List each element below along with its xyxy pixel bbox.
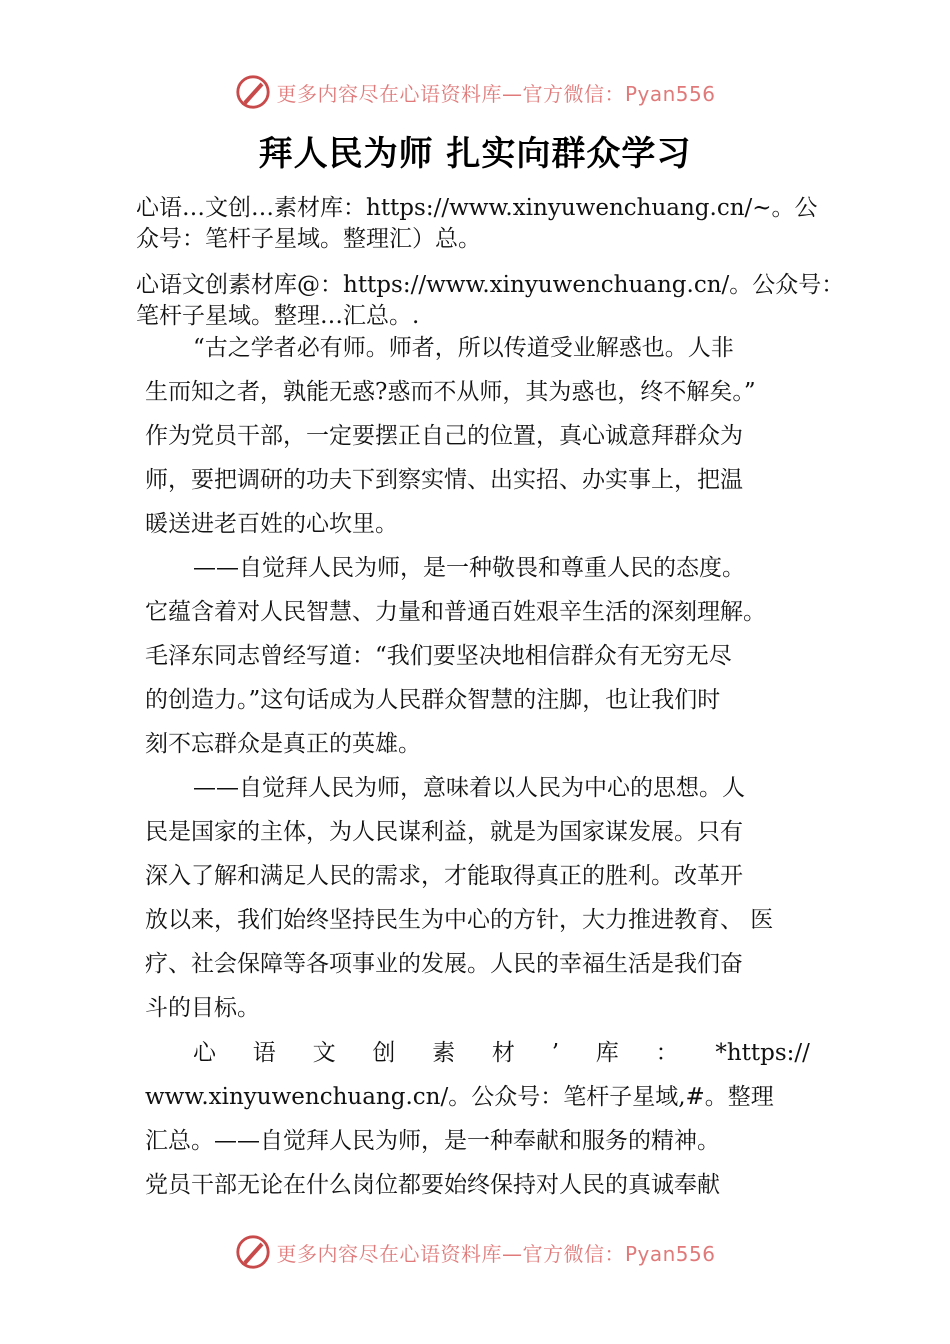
body-line: 斗的目标。 (145, 995, 260, 1021)
body-line: 汇总。——自觉拜人民为师，是一种奉献和服务的精神。 (145, 1128, 720, 1154)
spread-char: 素 (432, 1040, 456, 1066)
body-line: “古之学者必有师。师者，所以传道受业解惑也。人非 (193, 335, 734, 361)
body-line: 生而知之者，孰能无惑?惑而不从师，其为惑也，终不解矣。” (145, 379, 756, 405)
meta-line: 众号：笔杆子星域。整理汇）总。 (136, 226, 481, 252)
body-line: 党员干部无论在什么岗位都要始终保持对人民的真诚奉献 (145, 1172, 720, 1198)
body-line: 的创造力。”这句话成为人民群众智慧的注脚，也让我们时 (145, 687, 721, 713)
body-line: 疗、社会保障等各项事业的发展。人民的幸福生活是我们奋 (145, 951, 743, 977)
body-line: 它蕴含着对人民智慧、力量和普通百姓艰辛生活的深刻理解。 (145, 599, 766, 625)
spread-char: 创 (372, 1040, 396, 1066)
meta-line: 心语…文创…素材库：https://www.xinyuwenchuang.cn/~。公 (136, 195, 818, 221)
spread-char: 材 (491, 1040, 515, 1066)
meta-line: 笔杆子星域。整理…汇总。. (136, 303, 420, 329)
body-line: 刻不忘群众是真正的英雄。 (145, 731, 421, 757)
pen-circle-logo-icon (234, 73, 272, 111)
body-line: ——自觉拜人民为师，是一种敬畏和尊重人民的态度。 (193, 555, 745, 581)
body-line: 深入了解和满足人民的需求，才能取得真正的胜利。改革开 (145, 863, 743, 889)
body-line: 放以来，我们始终坚持民生为中心的方针，大力推进教育、 医 (145, 907, 774, 933)
body-line: 民是国家的主体，为人民谋利益，就是为国家谋发展。只有 (145, 819, 743, 845)
banner-text: 更多内容尽在心语资料库—官方微信：Pyan556 (276, 81, 716, 106)
header-banner (0, 70, 950, 114)
spread-char: 语 (252, 1040, 276, 1066)
body-line: 作为党员干部，一定要摆正自己的位置，真心诚意拜群众为 (145, 423, 743, 449)
body-line: 师，要把调研的功夫下到察实情、出实招、办实事上，把温 (145, 467, 743, 493)
body-line: 暖送进老百姓的心坎里。 (145, 511, 398, 537)
body-line: 毛泽东同志曾经写道：“我们要坚决地相信群众有无穷无尽 (145, 643, 732, 669)
spread-char: 库 (595, 1040, 619, 1066)
meta-line: 心语文创素材库@：https://www.xinyuwenchuang.cn/。公众号： (136, 272, 845, 298)
body-line: www.xinyuwenchuang.cn/。公众号：笔杆子星域,#。整理 (145, 1084, 774, 1110)
spread-char: 心 (193, 1040, 216, 1066)
footer-banner (0, 1230, 950, 1274)
spread-char: 文 (312, 1040, 336, 1066)
banner-text: 更多内容尽在心语资料库—官方微信：Pyan556 (276, 1241, 716, 1266)
body-line: ——自觉拜人民为师，意味着以人民为中心的思想。人 (193, 775, 745, 801)
spread-char: ： (655, 1040, 679, 1066)
spread-char: *https:// (715, 1040, 810, 1066)
spread-line (145, 1031, 858, 1075)
document-title: 拜人民为师 扎实向群众学习 (258, 134, 692, 174)
pen-circle-logo-icon (234, 1233, 272, 1271)
spread-char: ’ (551, 1040, 559, 1066)
